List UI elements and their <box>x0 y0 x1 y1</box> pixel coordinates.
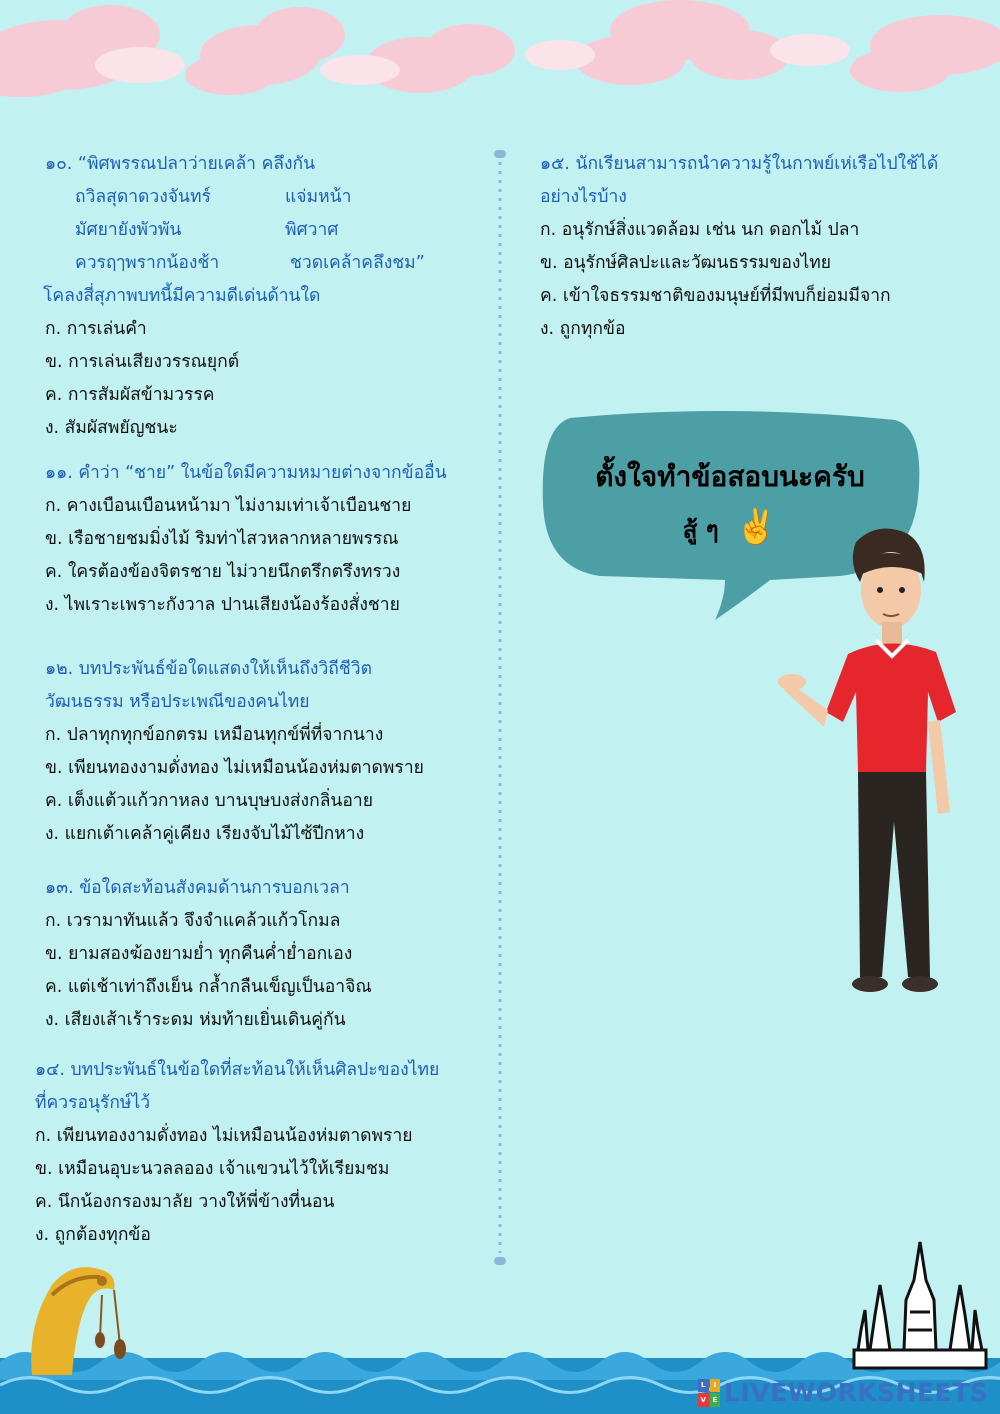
option[interactable]: ข. เรือชายชมมิ่งไม้ ริมท่าไสวหลากหลายพรรณ <box>45 529 399 549</box>
verse-right: แจ่มหน้า <box>285 187 352 207</box>
option[interactable]: ค. เข้าใจธรรมชาติของมนุษย์ที่มีพบก็ย่อมมีจาก <box>540 286 891 306</box>
question-14 <box>35 1054 439 1252</box>
question-stem-cont: อย่างไรบ้าง <box>540 187 627 207</box>
option[interactable]: ก. คางเบือนเบือนหน้ามา ไม่งามเท่าเจ้าเบือนชาย <box>45 496 412 516</box>
option[interactable]: ค. นึกน้องกรองมาลัย วางให้พี่ข้างที่นอน <box>35 1192 335 1212</box>
verse-left: ถวิลสุดาดวงจันทร์ <box>75 187 211 207</box>
verse-left: มัศยายังพัวพัน <box>75 220 182 240</box>
royal-barge-icon <box>22 1245 142 1375</box>
option[interactable]: ค. การสัมผัสข้ามวรรค <box>45 385 215 405</box>
option[interactable]: ง. สัมผัสพยัญชนะ <box>45 418 178 438</box>
verse-line <box>45 181 485 214</box>
verse-right: พิศวาศ <box>285 220 339 240</box>
question-stem: ๑๐. “พิศพรรณปลาว่ายเคล้า คลึงกัน <box>45 154 316 174</box>
question-12 <box>45 653 424 851</box>
option[interactable]: ค. แต่เช้าเท่าถึงเย็น กล้ำกลืนเข็ญเป็นอาจิณ <box>45 977 372 997</box>
logo-letter: E <box>710 1393 721 1407</box>
question-stem-cont: วัฒนธรรม หรือประเพณีของคนไทย <box>45 692 310 712</box>
clouds-decoration <box>0 0 1000 140</box>
option[interactable]: ค. เต็งแต้วแก้วกาหลง บานบุษบงส่งกลิ่นอาย <box>45 791 373 811</box>
option[interactable]: ง. แยกเต้าเคล้าคู่เคียง เรียงจับไม้ไซ้ปีกหาง <box>45 824 365 844</box>
question-stem: ๑๓. ข้อใดสะท้อนสังคมด้านการบอกเวลา <box>45 878 350 898</box>
brand-logo-icon <box>698 1379 720 1407</box>
option[interactable]: ค. ใครต้องข้องจิตรชาย ไม่วายนึกตรึกตรึงทรวง <box>45 562 401 582</box>
column-divider <box>494 150 506 1265</box>
logo-letter: V <box>698 1393 709 1407</box>
option[interactable]: ก. เพียนทองงามดั่งทอง ไม่เหมือนน้องห่มตาดพราย <box>35 1126 413 1146</box>
brand-name: LIVEWORKSHEETS <box>724 1378 989 1407</box>
question-stem: ๑๔. บทประพันธ์ในข้อใดที่สะท้อนให้เห็นศิลปะของไทย <box>35 1060 440 1080</box>
victory-hand-icon: ✌️ <box>734 507 778 547</box>
option[interactable]: ง. ถูกทุกข้อ <box>540 319 626 339</box>
temple-icon <box>850 1240 990 1375</box>
question-11 <box>45 457 447 622</box>
option[interactable]: ก. เวรามาทันแล้ว จึงจำแคล้วแก้วโกมล <box>45 911 341 931</box>
verse-right: ชวดเคล้าคลึงชม” <box>290 253 425 273</box>
verse-line <box>45 214 485 247</box>
liveworksheets-brand[interactable] <box>698 1378 988 1407</box>
option[interactable]: ง. เสียงเส้าเร้าระดม ห่มท้ายเยิ่นเดินคู่กัน <box>45 1010 346 1030</box>
bubble-cheer: สู้ ๆ <box>682 516 719 544</box>
bubble-line-1: ตั้งใจทำข้อสอบนะครับ <box>595 460 865 493</box>
verse-left: ควรฤๅพรากน้องช้า <box>75 253 220 273</box>
logo-letter: I <box>710 1379 721 1393</box>
option[interactable]: ข. อนุรักษ์ศิลปะและวัฒนธรรมของไทย <box>540 253 832 273</box>
option[interactable]: ข. ยามสองฆ้องยามย่ำ ทุกคืนค่ำย่ำอกเอง <box>45 944 353 964</box>
question-10 <box>45 148 485 445</box>
option[interactable]: ง. ไพเราะเพราะกังวาล ปานเสียงน้องร้องสั่งชาย <box>45 595 400 615</box>
option[interactable]: ก. การเล่นคำ <box>45 319 147 339</box>
option[interactable]: ง. ถูกต้องทุกข้อ <box>35 1225 151 1245</box>
question-prompt: โคลงสี่สุภาพบทนี้มีความดีเด่นด้านใด <box>43 286 321 306</box>
question-stem-cont: ที่ควรอนุรักษ์ไว้ <box>35 1093 151 1113</box>
option[interactable]: ก. อนุรักษ์สิ่งแวดล้อม เช่น นก ดอกไม้ ปลา <box>540 220 860 240</box>
question-13 <box>45 872 372 1037</box>
question-stem: ๑๑. คำว่า “ชาย” ในข้อใดมีความหมายต่างจากข้ออื่น <box>45 463 447 483</box>
teacher-character <box>778 522 978 1002</box>
option[interactable]: ข. เพียนทองงามดั่งทอง ไม่เหมือนน้องห่มตาดพราย <box>45 758 424 778</box>
option[interactable]: ข. การเล่นเสียงวรรณยุกต์ <box>45 352 240 372</box>
option[interactable]: ข. เหมือนอุบะนวลลออง เจ้าแขวนไว้ให้เรียมชม <box>35 1159 390 1179</box>
question-stem: ๑๕. นักเรียนสามารถนำความรู้ในกาพย์เห่เรือไปใช้ได้ <box>540 154 939 174</box>
option[interactable]: ก. ปลาทุกทุกข์อกตรม เหมือนทุกข์พี่ที่จากนาง <box>45 725 384 745</box>
verse-line <box>45 247 485 280</box>
question-stem: ๑๒. บทประพันธ์ข้อใดแสดงให้เห็นถึงวิถีชีวิต <box>45 659 372 679</box>
question-15 <box>540 148 938 346</box>
logo-letter: L <box>698 1379 709 1393</box>
